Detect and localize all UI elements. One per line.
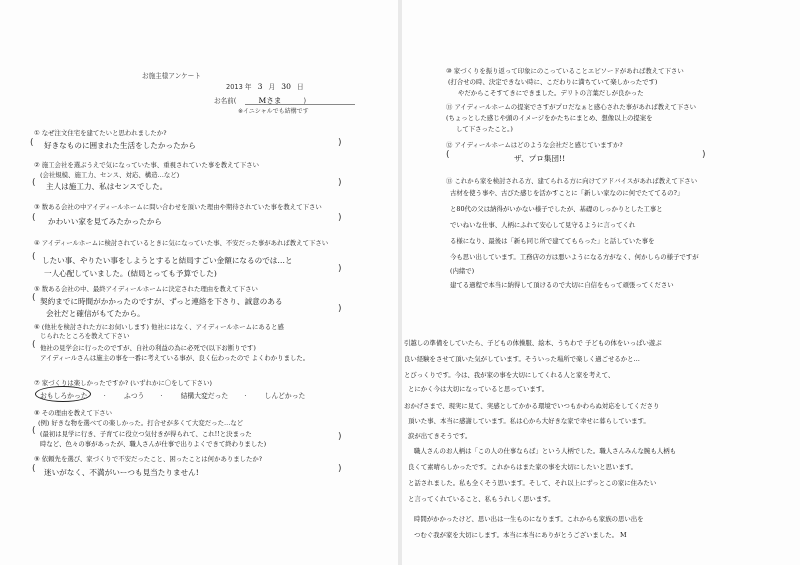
answer-6-line-2: アイディールさんは施主の事を一番に考えている事が、良く伝わったので よくわかりました。 [40, 354, 310, 362]
answer-13-line-2: と80代の父は納得がいかない様子でしたが、基礎のしっかりとした工事と [450, 205, 663, 213]
survey-date [226, 81, 304, 91]
answer-10-line-1: (打合せの時、決定できない時に、こだわりに満ちていて楽しかったです) [448, 78, 658, 86]
name-close: ) [303, 97, 307, 105]
answer-13-line-1: 古材を使う事や、古びた感じを活かすことに「新しい家なのに何でたててるの?」 [450, 189, 684, 197]
essay-line-13: つむぐ我が家を大切にします。本当に本当にありがとうございました。 M [414, 531, 627, 539]
question-13: ⑬ これから家を検討される方、建てられる方に向けてアドバイスがあれば教えて下さい [446, 177, 698, 185]
paren-close: ) [338, 138, 342, 148]
essay-line-8: 職人さんのお人柄は「この人の仕事ならば」という人柄でした。職人さんみんな腕も人柄も [414, 447, 677, 455]
essay-line-4: とにかく今は大切になっていると思っています。 [408, 385, 549, 393]
choice-omoshirokatta[interactable]: おもしろかった [40, 392, 88, 400]
name-value: Mさま [258, 96, 282, 105]
answer-10-line-2: やだからこそすてきにできました。デリトの言葉だしが良かった [458, 89, 644, 97]
choice-shindokatta[interactable]: しんどかった [264, 392, 306, 400]
date-month: 3 [257, 82, 263, 91]
question-6: ⑥ (他社を検討された方にお伺いします) 他社にはなく、アイディールホームにあると感 [34, 323, 284, 331]
date-day-unit: 日 [297, 83, 304, 91]
question-6-cont: じられたところを教えて下さい [40, 332, 130, 340]
question-5: ⑤ 数ある会社の中、最終アイディールホームに決定された理由を教えて下さい [34, 285, 258, 293]
question-10: ⑩ 家づくりを振り返って印象にのこっていることエピソードがあれば教えて下さい [446, 67, 684, 75]
question-8: ⑧ その理由を教えて下さい [34, 409, 113, 417]
date-day: 30 [281, 82, 291, 91]
date-year-unit: 年 [244, 83, 252, 91]
choice-kekkou-taihen[interactable]: 結構大変だった [180, 392, 229, 400]
survey-title: お施主様アンケート [142, 72, 201, 80]
answer-4-line-2: 一人心配していました。(結局とっても予算でした) [44, 269, 217, 278]
answer-5-line-1: 契約までに時間がかかったのですが、ずっと連絡を下さり、誠意のある [40, 297, 283, 306]
essay-line-5: おかげさまで、現実に見て、実感としてかかる環境でいつもかわらぬ対応をしてくださり [404, 402, 660, 410]
question-11: ⑪ アイディールホームの提案でさすがプロだなぁと感心された事があれば教えて下さい [446, 103, 697, 111]
paren-open: ( [30, 138, 34, 148]
answer-2: 主人は施工力、私はセンスでした。 [46, 182, 168, 191]
essay-line-9: 良くて素晴らしかったです。これからはまた家の事を大切にしたいと思います。 [408, 463, 638, 471]
question-8-hint: (例) 好きな物を選べての楽しかった。打合せが多くて大変だった…など [38, 419, 244, 427]
answer-13-line-3: でいねいな仕事、人柄にふれて安心して見守るように言ってくれ [450, 221, 636, 229]
essay-line-6: 頂いた事、本当に感謝しています。私は心から大好きな家で幸せに暮らしています。 [408, 417, 650, 425]
answer-3: かわいい家を見てみたかったから [48, 217, 162, 226]
answer-9: 迷いがなく、不満がいーつも見当たりません! [44, 468, 199, 477]
satisfaction-choices: おもしろかった · ふつう · 結構大変だった · しんどかった [40, 392, 306, 400]
selected-choice-circle [35, 386, 91, 402]
answer-13-line-7: 建てる過程で本当に納得して頂けるので大切に自信をもって頑張ってください [450, 281, 674, 289]
answer-1: 好きなものに囲まれた生活をしたかったから [44, 141, 196, 150]
answer-4-line-1: したい事、やりたい事をしようとすると結局すごい金額になるのでは…と [42, 256, 293, 265]
essay-line-12: 時間がかかったけど、思い出は一生ものになります。これからも家族の思い出を [414, 515, 644, 523]
date-month-unit: 月 [268, 83, 276, 91]
answer-12: ザ、プロ集団!! [514, 154, 566, 163]
answer-5-line-2: 会社だと確信がもてたから。 [46, 309, 145, 318]
essay-line-10: と話されました。私も全くそう思います。そして、それ以上にずっとこの家に住みたい [408, 479, 657, 487]
choice-futsuu[interactable]: ふつう [123, 392, 145, 400]
answer-11-line-2: して下さったこと。) [456, 125, 513, 133]
name-note: ※イニシャルでも結構です [238, 108, 309, 115]
question-2-hint: (会社規模、施工力、センス、対応、構造…など) [40, 171, 180, 179]
answer-13-line-4: る様になり、最後は「新も同じ所で建ててもらった」と話していた事を [450, 237, 655, 245]
question-9: ⑨ 依頼先を選び、家づくりで不安だったこと、困ったことは何かありましたか? [34, 455, 263, 463]
essay-line-2: 良い経験をさせて頂いた気がしています。そういった場所で楽しく過ごせるかと… [404, 355, 640, 363]
answer-13-line-5: 今も思い出しています。工務店の方は悪いようになる方がなく、何かしらの様子ですが [450, 253, 699, 261]
question-12: ⑫ アイディールホームはどのような会社だと感じていますか? [446, 141, 623, 149]
essay-line-7: 涙が出てきそうです。 [408, 432, 472, 440]
question-4: ④ アイディールホームに検討されているときに気になっていた事、不安だった事があれば教えて下さい [34, 239, 329, 247]
question-1: ① なぜ注文住宅を建てたいと思われましたか? [34, 129, 167, 137]
answer-8-line-1: (最初は見学に行き、子育てに役立つ気付きが得られて、これ!!と決まった [40, 430, 252, 438]
question-7: ⑦ 家づくりは楽しかったですか? (いずれかに〇をして下さい) [34, 379, 212, 387]
answer-8-line-2: 時など、色々の事があったが、職人さんが仕事で出りよくできて終わりました) [40, 440, 267, 448]
question-2: ② 施工会社を選ぶうえで気になっていた事、重視されていた事を教えて下さい [34, 161, 260, 169]
answer-11-line-1: (ちょっとした感じや頭のイメージをかたちにまとめ、想像以上の提案を [446, 114, 653, 122]
essay-line-11: と言ってくれていること、私もうれしく思います。 [408, 495, 555, 503]
answer-6-line-1: 他社の見学会に行ったのですが、自社の利益の為に必死で(以下お断りです) [40, 344, 256, 352]
essay-line-3: とびっくりです。今は、我が家の事を大切にしてくれる人と家を考えて、 [404, 371, 615, 379]
survey-page-left: お施主様アンケート 2013 年 3 月 30 日 お名前( Mさま ) ※イニシャルでも結構です ① なぜ注文住宅を建てたいと思われましたか? ( 好きなものに囲まれた生活をしたかったから ) ② 施工会社を選ぶうえで気になっていた事、重視されていた事を教えて下さい (会社規模、施工力、センス、対応、構造…など) ( 主人は施工力、私はセンスでした。 ) ③ 数ある会社の中アイディールホームに問い合わせを頂いた理由や期待されていた事を教えて下さい ( かわいい家を見てみたかったから ) ④ アイディールホームに検討されているときに気になっていた事、不安だった事があれば教えて下さい ( したい事、やりたい事をしようとすると結局すごい金額になるのでは…と 一人心配していました。(結局とっても予算でした) ) ⑤ 数ある会社の中、最終アイディールホームに決定された理由を教えて下さい ( 契約までに時間がかかったのですが、ずっと連絡を下さり、誠意のある 会社だと確信がもてたから。 ) ⑥ (他社を検討された方にお伺いします) 他社にはなく、アイディールホームにあると感 じられたところを教えて下さい ( 他社の見学会に行ったのですが、自社の利益の為に必死で(以下お断りです) アイディールさんは施主の事を一番に考えている事が、良く伝わったので よくわかりました。 ⑦ 家づくりは楽しかったですか? (いずれかに〇をして下さい) おもしろかった · ふつう · 結構大変だった · しんどかった ⑧ その理由を教えて下さい (例) 好きな物を選べての楽しかった。打合せが多くて大変だった…など ( (最初は見学に行き、子育てに役立つ気付きが得られて、これ!!と決まった 時など、色々の事があったが、職人さんが仕事で出りよくできて終わりました) ) ⑨ 依頼先を選び、家づくりで不安だったこと、困ったことは何かありましたか? ( 迷いがなく、不満がいーつも見当たりません! ) [0, 0, 398, 565]
question-3: ③ 数ある会社の中アイディールホームに問い合わせを頂いた理由や期待されていた事を教えて下さい [34, 203, 322, 211]
answer-13-line-6: (内緒で) [450, 267, 475, 275]
date-year: 2013 [226, 83, 243, 91]
survey-page-right: ⑩ 家づくりを振り返って印象にのこっていることエピソードがあれば教えて下さい (打合せの時、決定できない時に、こだわりに満ちていて楽しかったです) やだからこそすてきにできました。デリトの言葉だしが良かった ⑪ アイディールホームの提案でさすがプロだなぁと感心された事があれば教えて下さい (ちょっとした感じや頭のイメージをかたちにまとめ、想像以上の提案を して下さったこと。) ⑫ アイディールホームはどのような会社だと感じていますか? ( ザ、プロ集団!! ) ⑬ これから家を検討される方、建てられる方に向けてアドバイスがあれば教えて下さい 古材を使う事や、古びた感じを活かすことに「新しい家なのに何でたててるの?」 と80代の父は納得がいかない様子でしたが、基礎のしっかりとした工事と でいねいな仕事、人柄にふれて安心して見守るように言ってくれ る様になり、最後は「新も同じ所で建ててもらった」と話していた事を 今も思い出しています。工務店の方は悪いようになる方がなく、何かしらの様子ですが (内緒で) 建てる過程で本当に納得して頂けるので大切に自信をもって頑張ってください 引越しの準備をしていたら、子どもの体操服、絵本、うちわで 子どもの体をいっぱい遊ぶ 良い経験をさせて頂いた気がしています。そういった場所で楽しく過ごせるかと… とびっくりです。今は、我が家の事を大切にしてくれる人と家を考えて、 とにかく今は大切になっていると思っています。 おかげさまで、現実に見て、実感としてかかる環境でいつもかわらぬ対応をしてくださり 頂いた事、本当に感謝しています。私は心から大好きな家で幸せに暮らしています。 涙が出てきそうです。 職人さんのお人柄は「この人の仕事ならば」という人柄でした。職人さんみんな腕も人柄も 良くて素晴らしかったです。これからはまた家の事を大切にしたいと思います。 と話されました。私も全くそう思います。そして、それ以上にずっとこの家に住みたい と言ってくれていること、私もうれしく思います。 時間がかかったけど、思い出は一生ものになります。これからも家族の思い出を つむぐ我が家を大切にします。本当に本当にありがとうございました。 M [402, 0, 800, 565]
name-label: お名前( [214, 97, 237, 105]
essay-line-1: 引越しの準備をしていたら、子どもの体操服、絵本、うちわで 子どもの体をいっぱい遊ぶ [404, 339, 662, 347]
